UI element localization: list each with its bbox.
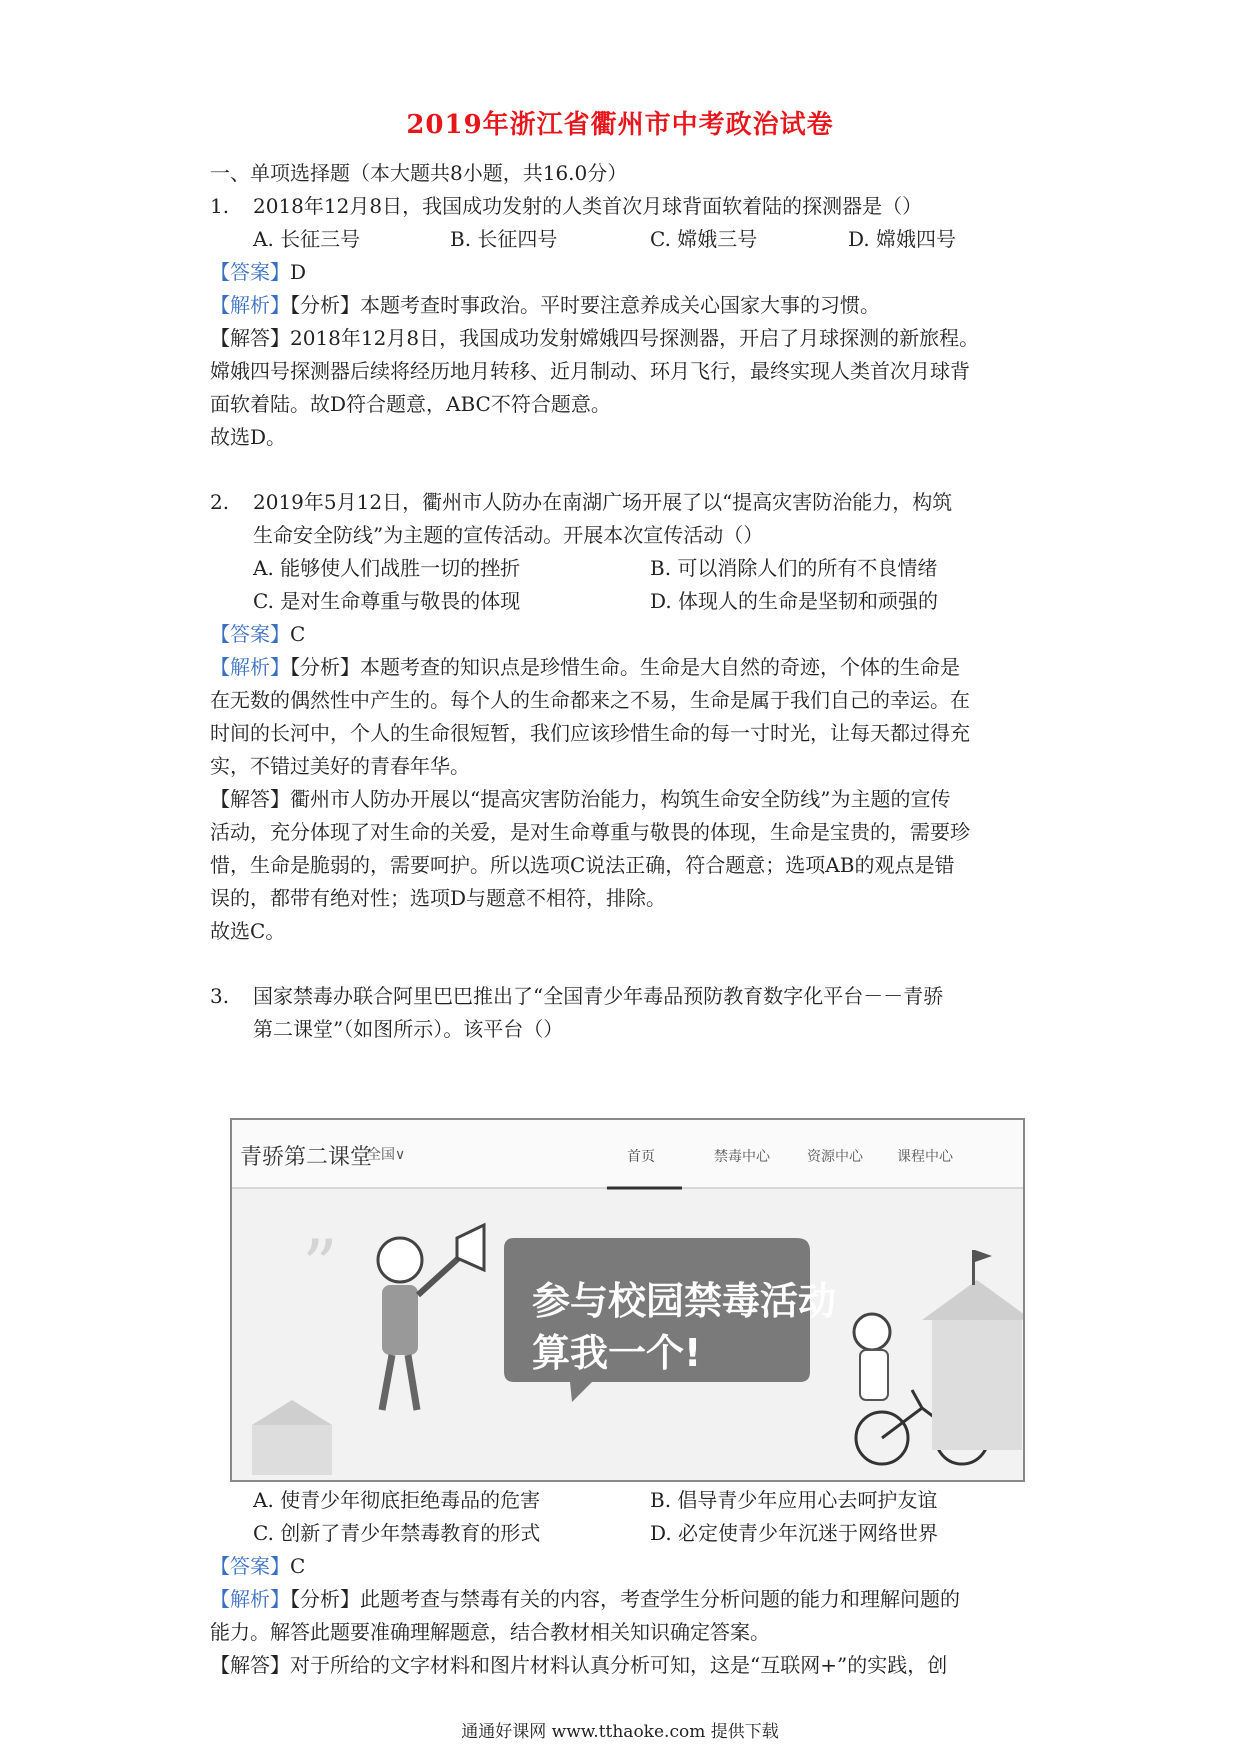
q2-analysis-line-4: 实，不错过美好的青春年华。 — [210, 754, 470, 778]
q1-analysis-line-1 — [210, 289, 880, 322]
q1-option-b: B. 长征四号 — [450, 227, 558, 251]
page-title: 2019年浙江省衢州市中考政治试卷 — [406, 110, 834, 140]
platform-logo: 青骄第二课堂 — [240, 1145, 373, 1170]
q2-option-a: A. 能够使人们战胜一切的挫折 — [253, 556, 521, 580]
page-footer: 通通好课网 www.tthaoke.com 提供下载 — [461, 1722, 779, 1742]
q2-option-d: D. 体现人的生命是坚韧和顽强的 — [650, 589, 939, 613]
q1-analysis-line-2: 【解答】2018年12月8日，我国成功发射嫦娥四号探测器，开启了月球探测的新旅程。 — [210, 326, 980, 350]
q2-analysis-line-9: 故选C。 — [210, 919, 286, 943]
q1-option-c: C. 嫦娥三号 — [650, 227, 758, 251]
banner-line-1: 参与校园禁毒活动 — [532, 1279, 837, 1323]
analysis-text: 【分析】此题考查与禁毒有关的内容，考查学生分析问题的能力和理解问题的 — [290, 1587, 960, 1611]
platform-region-select: 全国∨ — [367, 1147, 406, 1163]
q2-analysis-line-1 — [210, 651, 960, 684]
analysis-label: 【解析】 — [210, 1587, 290, 1611]
q2-analysis-line-7: 惜，生命是脆弱的，需要呵护。所以选项C说法正确，符合题意；选项AB的观点是错 — [210, 853, 955, 877]
platform-nav-resources: 资源中心 — [807, 1149, 863, 1165]
q3-option-d: D. 必定使青少年沉迷于网络世界 — [650, 1521, 939, 1545]
answer-value: C — [290, 1554, 306, 1578]
analysis-label: 【解析】 — [210, 293, 290, 317]
q2-analysis-line-2: 在无数的偶然性中产生的。每个人的生命都来之不易，生命是属于我们自己的幸运。在 — [210, 688, 970, 712]
answer-label: 【答案】 — [210, 1554, 290, 1578]
q2-analysis-line-6: 活动，充分体现了对生命的关爱，是对生命尊重与敬畏的体现，生命是宝贵的，需要珍 — [210, 820, 970, 844]
q3-analysis-line-3: 【解答】对于所给的文字材料和图片材料认真分析可知，这是“互联网+”的实践，创 — [210, 1653, 948, 1677]
question-3-stem-line-1: 国家禁毒办联合阿里巴巴推出了“全国青少年毒品预防教育数字化平台－－青骄 — [253, 984, 944, 1008]
answer-label: 【答案】 — [210, 260, 290, 284]
question-2-stem-line-1: 2019年5月12日，衢州市人防办在南湖广场开展了以“提高灾害防治能力，构筑 — [253, 490, 953, 514]
q1-option-a: A. 长征三号 — [253, 227, 361, 251]
platform-nav-home: 首页 — [627, 1149, 655, 1165]
q3-answer — [210, 1550, 305, 1583]
question-1-number: 1. — [210, 194, 230, 218]
analysis-text: 【分析】本题考查的知识点是珍惜生命。生命是大自然的奇迹，个体的生命是 — [290, 655, 960, 679]
question-3-number: 3. — [210, 984, 230, 1008]
answer-label: 【答案】 — [210, 622, 290, 646]
svg-text:”: ” — [302, 1225, 338, 1307]
q1-answer — [210, 256, 306, 289]
answer-value: C — [290, 622, 306, 646]
q1-analysis-line-5: 故选D。 — [210, 425, 287, 449]
question-1-stem: 2018年12月8日，我国成功发射的人类首次月球背面软着陆的探测器是（） — [253, 194, 923, 218]
banner-line-2: 算我一个! — [532, 1331, 702, 1375]
q2-option-b: B. 可以消除人们的所有不良情绪 — [650, 556, 938, 580]
question-3-stem-line-2: 第二课堂”（如图所示）。该平台（） — [253, 1017, 564, 1041]
q2-analysis-line-5: 【解答】衢州市人防办开展以“提高灾害防治能力，构筑生命安全防线”为主题的宣传 — [210, 787, 951, 811]
section-header: 一、单项选择题（本大题共8小题，共16.0分） — [210, 161, 628, 185]
q1-option-d: D. 嫦娥四号 — [848, 227, 957, 251]
q3-option-c: C. 创新了青少年禁毒教育的形式 — [253, 1521, 541, 1545]
platform-nav-anti-drug: 禁毒中心 — [714, 1149, 770, 1165]
q2-option-c: C. 是对生命尊重与敬畏的体现 — [253, 589, 521, 613]
question-2-number: 2. — [210, 490, 230, 514]
q2-analysis-line-8: 误的，都带有绝对性；选项D与题意不相符，排除。 — [210, 886, 667, 910]
answer-value: D — [290, 260, 307, 284]
analysis-text: 【分析】本题考查时事政治。平时要注意养成关心国家大事的习惯。 — [290, 293, 880, 317]
question-2-stem-line-2: 生命安全防线”为主题的宣传活动。开展本次宣传活动（） — [253, 523, 764, 547]
q2-answer — [210, 618, 305, 651]
q3-option-b: B. 倡导青少年应用心去呵护友谊 — [650, 1488, 938, 1512]
q3-analysis-line-2: 能力。解答此题要准确理解题意，结合教材相关知识确定答案。 — [210, 1620, 770, 1644]
platform-screenshot-figure — [230, 1118, 1025, 1482]
q1-analysis-line-3: 嫦娥四号探测器后续将经历地月转移、近月制动、环月飞行，最终实现人类首次月球背 — [210, 359, 970, 383]
q3-option-a: A. 使青少年彻底拒绝毒品的危害 — [253, 1488, 541, 1512]
q3-analysis-line-1 — [210, 1583, 960, 1616]
q1-analysis-line-4: 面软着陆。故D符合题意，ABC不符合题意。 — [210, 392, 611, 416]
analysis-label: 【解析】 — [210, 655, 290, 679]
q2-analysis-line-3: 时间的长河中，个人的生命很短暂，我们应该珍惜生命的每一寸时光，让每天都过得充 — [210, 721, 970, 745]
platform-nav-courses: 课程中心 — [897, 1149, 953, 1165]
